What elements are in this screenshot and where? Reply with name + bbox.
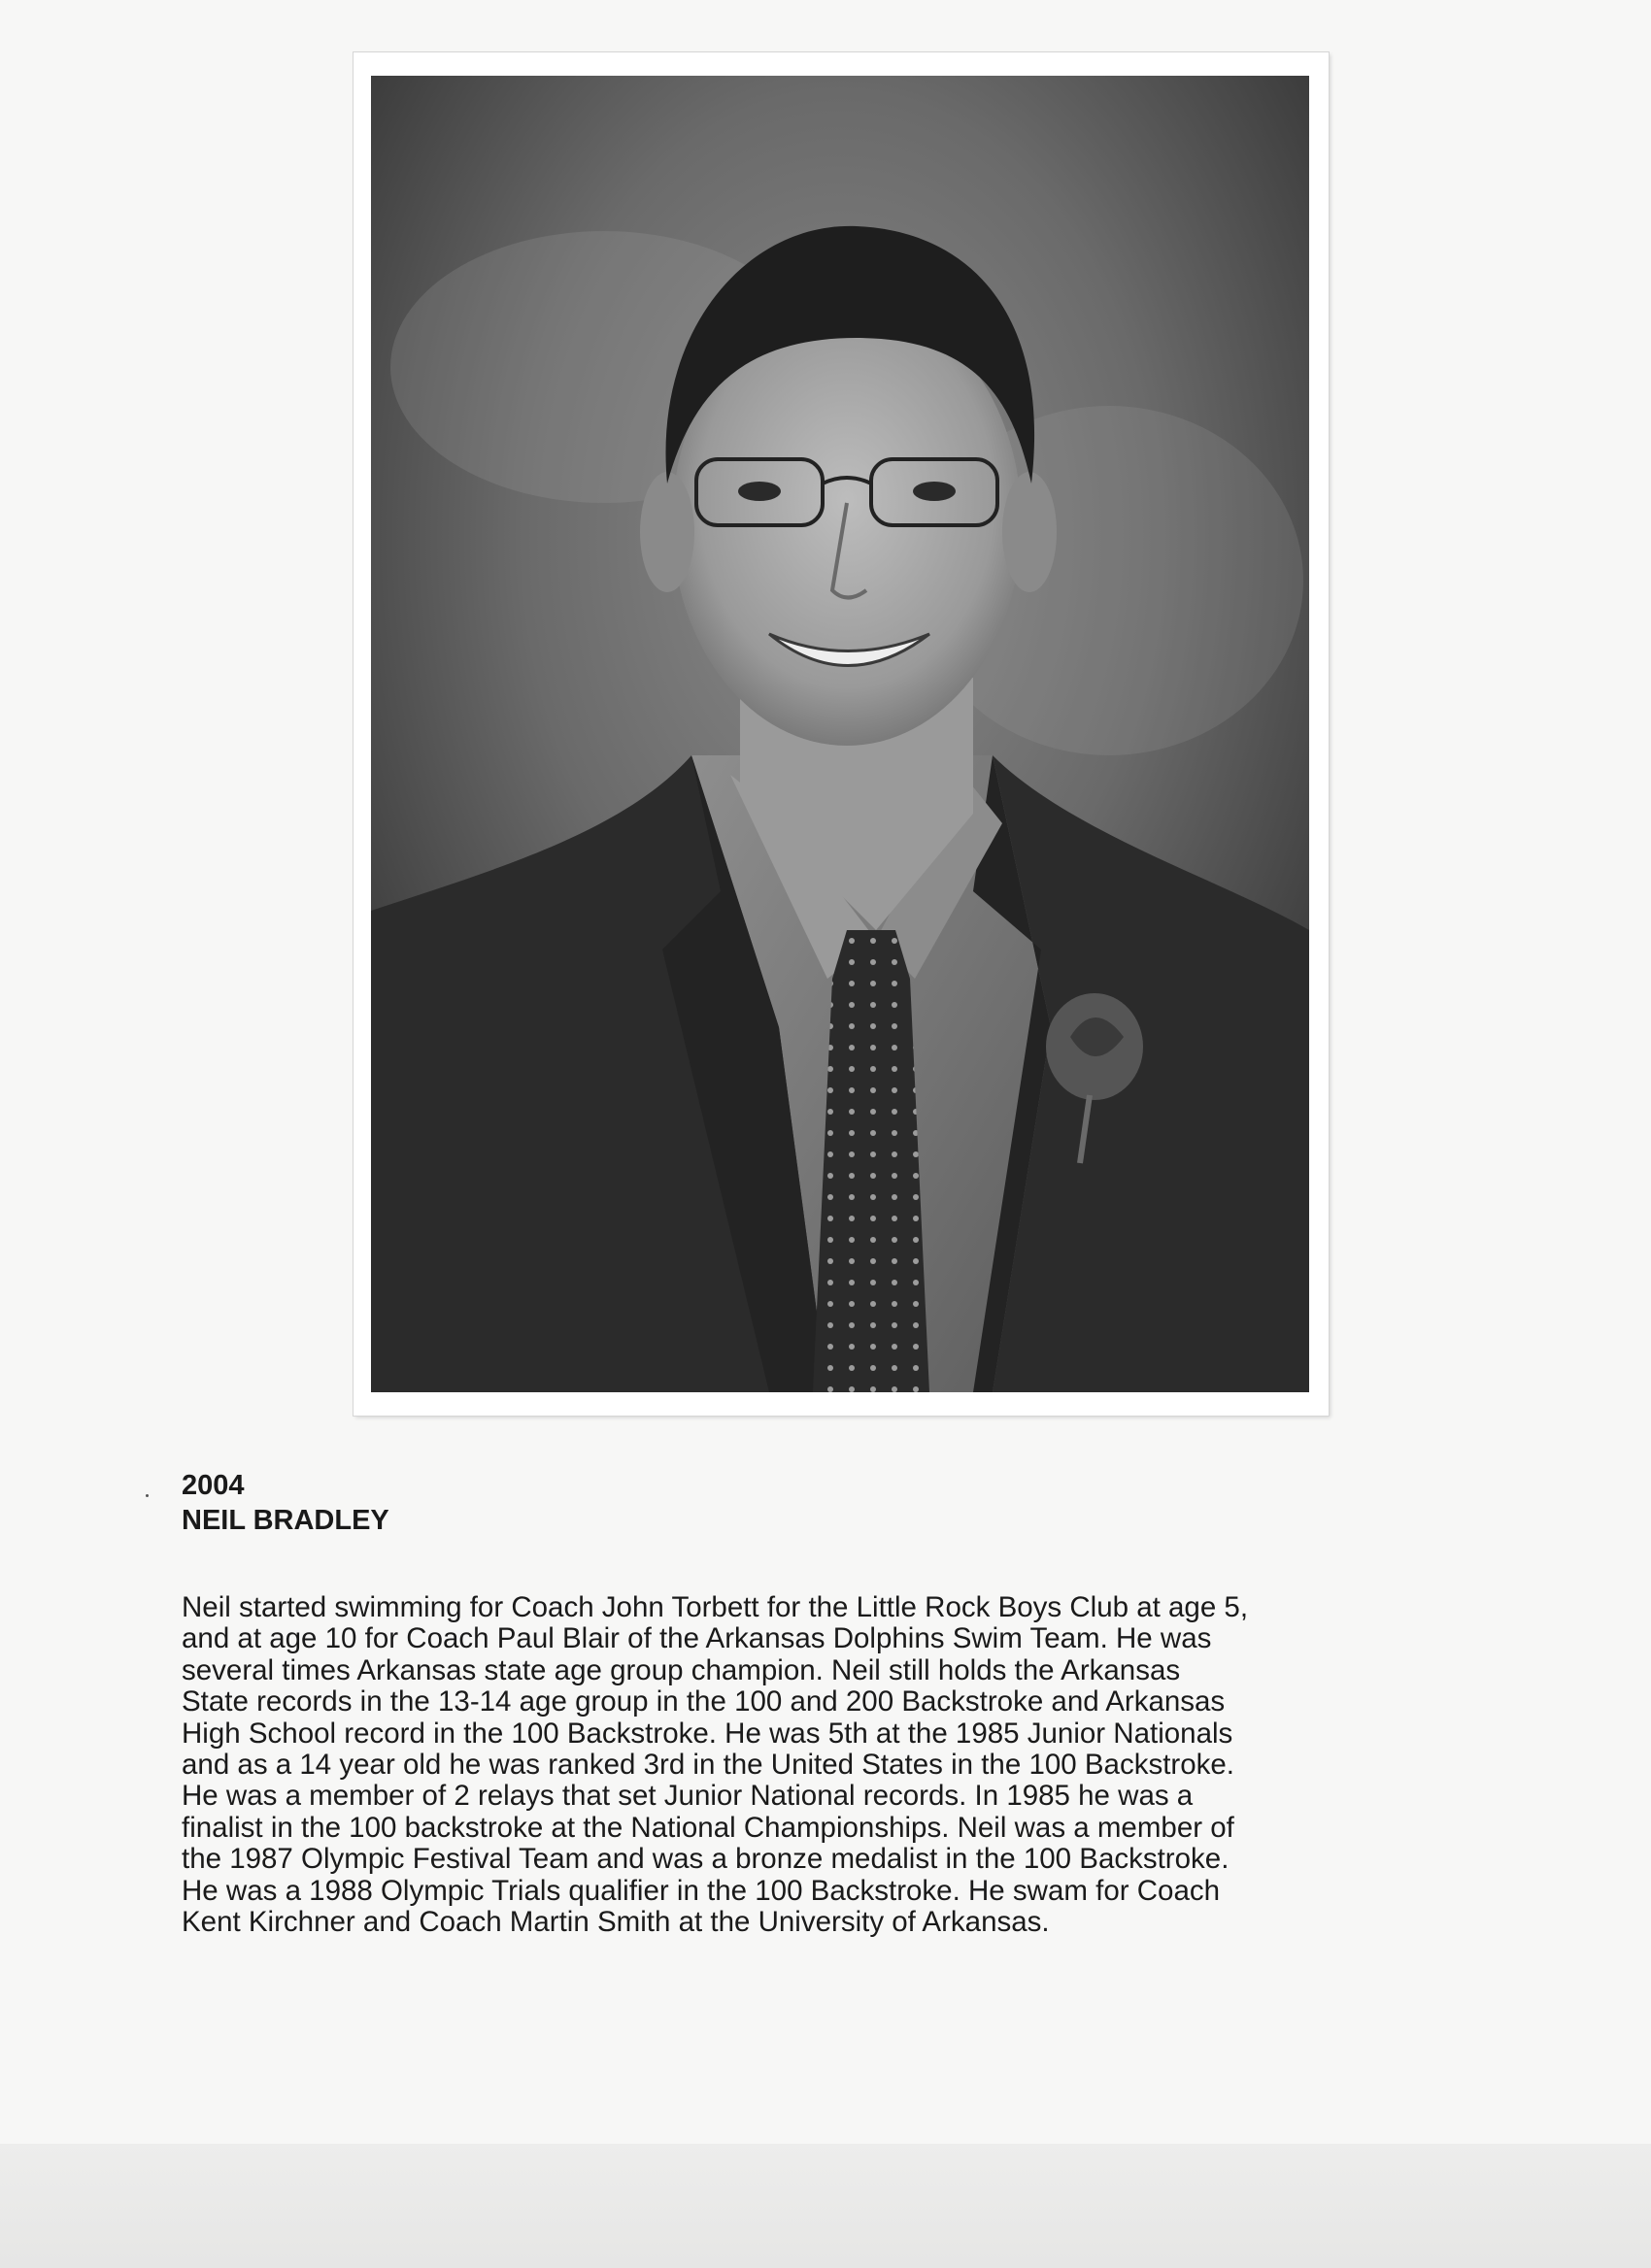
bio-line: Kent Kirchner and Coach Martin Smith at the University of Arkansas. xyxy=(182,1906,1050,1939)
bio-line: High School record in the 100 Backstroke. He was 5th at the 1985 Junior Nationals xyxy=(182,1717,1233,1750)
inductee-entry xyxy=(182,1468,1444,1938)
bio-line: several times Arkansas state age group champion. Neil still holds the Arkansas xyxy=(182,1653,1181,1686)
inductee-name: NEIL BRADLEY xyxy=(182,1505,389,1536)
bio-line: the 1987 Olympic Festival Team and was a bronze medalist in the 100 Backstroke. xyxy=(182,1843,1230,1876)
bio-line: and as a 14 year old he was ranked 3rd in the United States in the 100 Backstroke. xyxy=(182,1749,1234,1782)
biography xyxy=(182,1592,1444,1938)
bio-line: State records in the 13-14 age group in the 100 and 200 Backstroke and Arkansas xyxy=(182,1685,1226,1718)
scan-speck xyxy=(146,1494,149,1497)
bio-line: Neil started swimming for Coach John Torbett for the Little Rock Boys Club at age 5, xyxy=(182,1591,1249,1623)
scan-bottom-edge xyxy=(0,2144,1651,2268)
portrait-photo xyxy=(371,76,1309,1392)
induction-year: 2004 xyxy=(182,1470,245,1501)
bio-line: and at age 10 for Coach Paul Blair of the Arkansas Dolphins Swim Team. He was xyxy=(182,1622,1212,1655)
bio-line: He was a member of 2 relays that set Junior National records. In 1985 he was a xyxy=(182,1780,1194,1813)
bio-line: finalist in the 100 backstroke at the National Championships. Neil was a member of xyxy=(182,1811,1234,1844)
bio-line: He was a 1988 Olympic Trials qualifier in the 100 Backstroke. He swam for Coach xyxy=(182,1874,1221,1907)
